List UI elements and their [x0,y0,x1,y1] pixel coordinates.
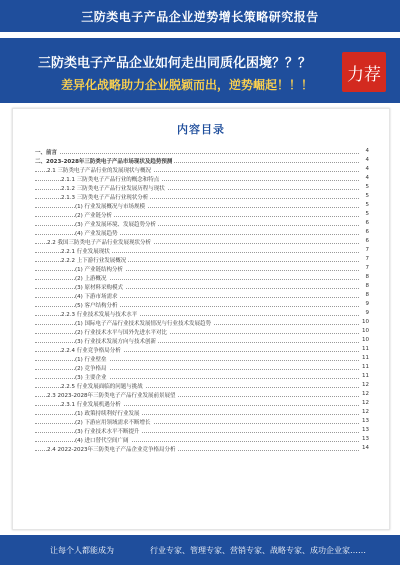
toc-entry[interactable]: 2.3 2023-2028年三防类电子产品行业发展前景展望 12 [35,390,369,399]
toc-entry[interactable]: 2.1.3 三防类电子产品行业现状分析 5 [35,192,369,201]
top-header-bar [0,0,400,32]
toc-entry[interactable]: (3) 产业发展环境、发展趋势分析 6 [35,219,369,228]
toc-list [35,147,369,453]
toc-entry[interactable]: (5) 客户结构分析 9 [35,300,369,309]
promo-banner [0,38,400,103]
toc-entry[interactable]: (3) 行业技术水平不断提升 13 [35,426,369,435]
toc-entry[interactable]: (2) 上游概况 8 [35,273,369,282]
toc-entry[interactable]: (2) 竞争格局 11 [35,363,369,372]
report-title: 三防类电子产品企业逆势增长策略研究报告 [81,10,319,24]
toc-entry[interactable]: 二、2023-2028年三防类电子产品市场现状及趋势预测 4 [35,157,369,165]
toc-entry[interactable]: 2.1 三防类电子产品行业的发展现状与概况 4 [35,165,369,174]
footer-slogan-right: 行业专家、管理专家、营销专家、战略专家、成功企业家…… [150,546,366,555]
toc-entry[interactable]: (1) 产业链结构分析 7 [35,264,369,273]
recommend-badge: 力荐 [342,52,386,92]
toc-entry[interactable]: 2.1.2 三防类电子产品行业发展历程与现状 5 [35,183,369,192]
toc-entry[interactable]: (4) 下游市场需求 8 [35,291,369,300]
toc-entry[interactable]: (3) 行业技术发展方向与技术创新 10 [35,336,369,345]
toc-entry[interactable]: (3) 原材料采购模式 8 [35,282,369,291]
toc-entry[interactable]: 2.2.5 行业发展面临的问题与挑战 12 [35,381,369,390]
footer-slogan-left: 让每个人都能成为 [50,546,114,555]
toc-entry[interactable]: 2.3.1 行业发展机遇分析 12 [35,399,369,408]
toc-entry[interactable]: 2.2.1 行业发展现状 7 [35,246,369,255]
toc-entry[interactable]: 2.1.1 三防类电子产品行业的概念和特点 4 [35,174,369,183]
toc-entry[interactable]: 2.2.4 行业竞争格局分析 11 [35,345,369,354]
toc-document [12,108,390,530]
toc-entry[interactable]: (2) 行业技术水平与国外先进水平对比 10 [35,327,369,336]
toc-entry[interactable]: (1) 行业壁垒 11 [35,354,369,363]
banner-headline: 三防类电子产品企业如何走出同质化困境？？？ [38,56,312,71]
toc-entry[interactable]: 2.2 我国三防类电子产品行业发展现状分析 6 [35,237,369,246]
toc-entry[interactable]: 一、前言 4 [35,148,369,156]
toc-entry[interactable]: (3) 主要企业 11 [35,372,369,381]
banner-subline: 差异化战略助力企业脱颖而出，逆势崛起！！！ [61,78,314,92]
toc-entry[interactable]: 2.4 2022-2023年三防类电子产品企业竞争格局分析 14 [35,444,369,453]
toc-entry[interactable]: (2) 产业链分析 5 [35,210,369,219]
toc-entry[interactable]: 2.2.3 行业技术发展与技术水平 9 [35,309,369,318]
toc-title: 内容目录 [177,123,225,136]
toc-entry[interactable]: (4) 产业发展趋势 6 [35,228,369,237]
toc-entry[interactable]: (2) 下游应用领域需求不断增长 13 [35,417,369,426]
toc-entry[interactable]: 2.2.2 上下游行业发展概况 7 [35,255,369,264]
footer-bar [0,535,400,565]
toc-entry[interactable]: (1) 国际电子产品行业技术发展情况与行业技术发展趋势 10 [35,318,369,327]
toc-entry[interactable]: (1) 行业发展概况与市场规模 5 [35,201,369,210]
toc-entry[interactable]: (1) 政策持续利好行业发展 12 [35,408,369,417]
toc-entry[interactable]: (4) 进口替代空间广阔 13 [35,435,369,444]
